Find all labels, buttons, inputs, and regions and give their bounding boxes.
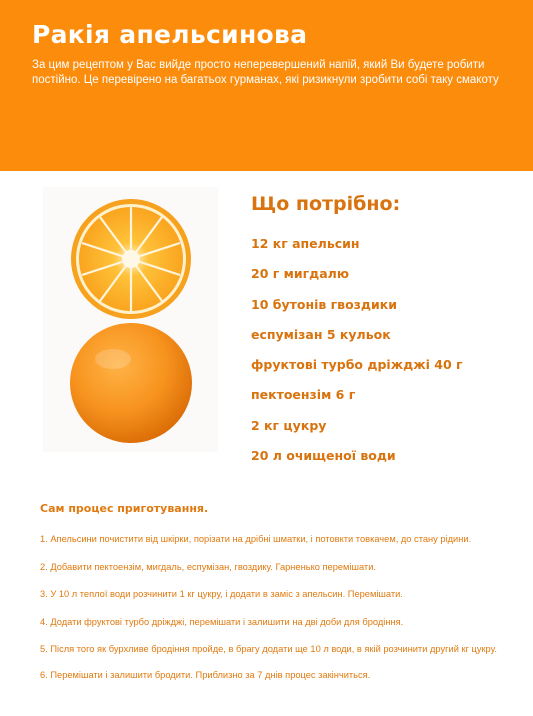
whole-orange [70, 323, 192, 443]
process-title: Сам процес приготування. [40, 502, 209, 515]
intro-text: За цим рецептом у Вас вийде просто неперевершений напій, який Ви будете робити постійно. Це перевірено на багатьох гурманах, які ризикнули зробити собі таку смакоту [32, 59, 499, 86]
process-step: 5. Після того як бурхливе бродіння пройде, в брагу додати ще 10 л води, в якій розчинити другий кг цукру. [40, 644, 497, 654]
page-title: Ракія апельсинова [32, 20, 308, 49]
header-banner [0, 0, 533, 171]
ingredients-list [251, 236, 463, 478]
process-step: 1. Апельсини почистити від шкірки, порізати на дрібні шматки, і потовкти товкачем, до стану рідини. [40, 534, 472, 544]
ingredient-item: 20 г мигдалю [251, 266, 349, 282]
process-steps [40, 532, 510, 696]
ingredient-item: пектоензім 6 г [251, 387, 356, 403]
process-step: 4. Додати фруктові турбо дріжджі, перемішати і залишити на дві доби для бродіння. [40, 616, 404, 627]
ingredient-item: 20 л очищеної води [251, 448, 396, 464]
process-step: 3. У 10 л теплої води розчинити 1 кг цукру, і додати в заміс з апельсин. Перемішати. [40, 589, 403, 599]
ingredient-item: 2 кг цукру [251, 417, 327, 433]
ingredients-title: Що потрібно: [251, 193, 401, 215]
ingredient-item: фруктові турбо дріжджі 40 г [251, 357, 463, 373]
process-step: 2. Добавити пектоензім, мигдаль, еспумізан, гвоздику. Гарненько перемішати. [40, 561, 376, 572]
orange-photo [43, 187, 218, 452]
process-step: 6. Перемішати і залишити бродити. Приблизно за 7 днів процес закінчиться. [40, 670, 371, 680]
orange-illustration [43, 187, 218, 452]
ingredient-item: 10 бутонів гвоздики [251, 296, 398, 312]
ingredient-item: 12 кг апельсин [251, 236, 360, 251]
ingredient-item: еспумізан 5 кульок [251, 326, 391, 342]
